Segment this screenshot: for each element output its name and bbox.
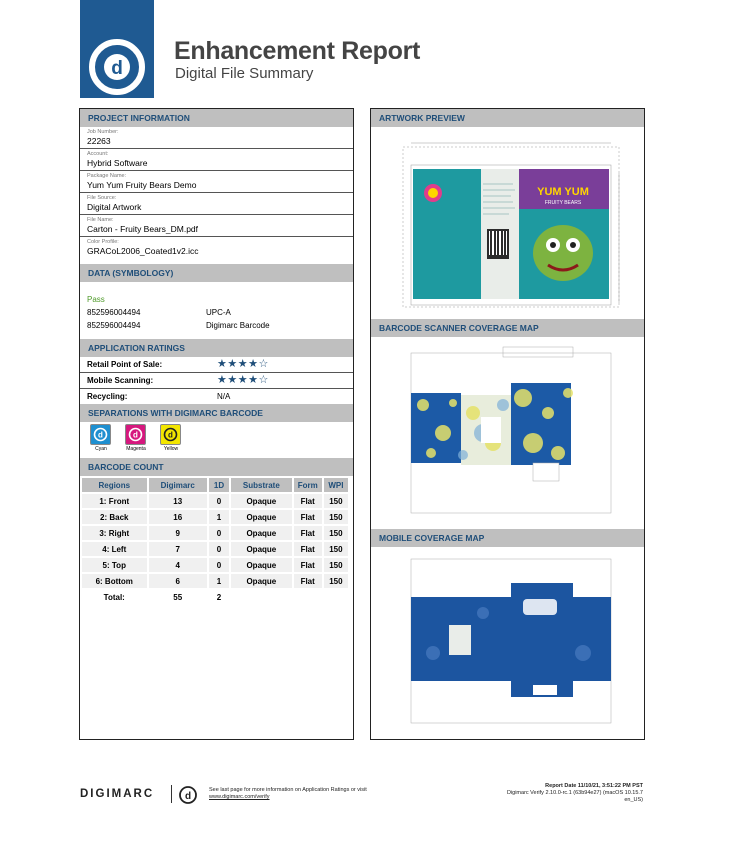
table-cell: Opaque xyxy=(231,494,291,508)
version-info-locale: en_US) xyxy=(624,797,643,803)
svg-text:d: d xyxy=(111,58,123,79)
digimarc-d-icon xyxy=(89,39,145,95)
barcode-type: UPC-A xyxy=(206,308,231,317)
table-cell: 2: Back xyxy=(82,510,147,524)
footer-note-text: See last page for more information on Application Ratings or visit xyxy=(209,787,367,793)
table-cell: Flat xyxy=(294,558,322,572)
table-cell: Flat xyxy=(294,574,322,588)
artwork-brand-text: YUM YUM xyxy=(537,186,589,198)
field-value: Digital Artwork xyxy=(87,202,142,212)
rating-label: Retail Point of Sale: xyxy=(87,360,163,369)
file-source-field xyxy=(80,193,353,215)
separation-label: Cyan xyxy=(95,446,107,452)
table-cell: Flat xyxy=(294,526,322,540)
table-cell: 3: Right xyxy=(82,526,147,540)
separation-label: Magenta xyxy=(126,446,146,452)
table-total-row xyxy=(82,590,348,604)
table-cell: 150 xyxy=(324,510,348,524)
color-profile-field xyxy=(80,237,353,259)
svg-text:d: d xyxy=(168,430,173,440)
table-cell: Total: xyxy=(82,590,147,604)
table-row xyxy=(82,494,348,508)
star-rating-icon: ★★★★☆ xyxy=(217,374,269,386)
table-cell xyxy=(324,590,348,604)
star-rating-icon: ★★★★☆ xyxy=(217,358,269,370)
table-cell xyxy=(231,590,291,604)
barcode-number: 852596004494 xyxy=(87,321,141,330)
table-cell: 150 xyxy=(324,558,348,572)
scanner-coverage-image xyxy=(383,343,631,521)
column-header: 1D xyxy=(209,478,229,492)
table-cell: 1: Front xyxy=(82,494,147,508)
barcode-type: Digimarc Barcode xyxy=(206,321,270,330)
field-label: Package Name: xyxy=(87,173,127,179)
right-panel xyxy=(370,108,645,740)
magenta-swatch-icon xyxy=(125,424,146,445)
table-cell: 6 xyxy=(149,574,207,588)
table-cell: 1 xyxy=(209,510,229,524)
pass-status: Pass xyxy=(87,295,105,304)
table-cell: 4 xyxy=(149,558,207,572)
barcode-number: 852596004494 xyxy=(87,308,141,317)
footer-note xyxy=(209,787,367,801)
column-header: Digimarc xyxy=(149,478,207,492)
table-cell xyxy=(294,590,322,604)
table-cell: 150 xyxy=(324,542,348,556)
column-header: Substrate xyxy=(231,478,291,492)
table-cell: 4: Left xyxy=(82,542,147,556)
column-header: Regions xyxy=(82,478,147,492)
job-number-field xyxy=(80,127,353,149)
table-cell: Flat xyxy=(294,510,322,524)
account-field xyxy=(80,149,353,171)
field-value: 22263 xyxy=(87,136,111,146)
table-cell: 0 xyxy=(209,558,229,572)
barcode-row xyxy=(87,308,231,317)
field-value: Carton - Fruity Bears_DM.pdf xyxy=(87,224,199,234)
table-cell: 150 xyxy=(324,526,348,540)
table-cell: Opaque xyxy=(231,574,291,588)
artwork-sub-text: FRUITY BEARS xyxy=(544,200,582,206)
project-info-heading: PROJECT INFORMATION xyxy=(80,109,353,127)
scanner-coverage-heading: BARCODE SCANNER COVERAGE MAP xyxy=(371,319,644,337)
package-name-field xyxy=(80,171,353,193)
digimarc-wordmark: DIGIMARC xyxy=(80,788,155,800)
table-header-row xyxy=(82,478,348,492)
field-value: Yum Yum Fruity Bears Demo xyxy=(87,180,197,190)
report-date: Report Date 11/10/21, 3:51:22 PM PST xyxy=(545,783,643,789)
digimarc-logo-block xyxy=(80,0,154,98)
file-name-field xyxy=(80,215,353,237)
field-label: File Name: xyxy=(87,217,114,223)
table-cell: 1 xyxy=(209,574,229,588)
separation-yellow xyxy=(160,424,182,452)
table-cell: 7 xyxy=(149,542,207,556)
table-cell: 0 xyxy=(209,494,229,508)
report-meta xyxy=(507,783,643,804)
table-cell: 0 xyxy=(209,526,229,540)
left-panel xyxy=(79,108,354,740)
barcode-row xyxy=(87,321,270,330)
symbology-heading: DATA (SYMBOLOGY) xyxy=(80,264,353,282)
rating-retail-pos xyxy=(80,357,353,373)
table-cell: 5: Top xyxy=(82,558,147,572)
rating-label: Recycling: xyxy=(87,392,128,401)
field-label: Account: xyxy=(87,151,109,157)
yellow-swatch-icon xyxy=(160,424,181,445)
svg-text:d: d xyxy=(98,430,103,440)
field-label: Color Profile: xyxy=(87,239,119,245)
app-ratings-heading: APPLICATION RATINGS xyxy=(80,339,353,357)
verify-link[interactable]: www.digimarc.com/verify xyxy=(209,794,270,800)
table-cell: 0 xyxy=(209,542,229,556)
field-value: GRACoL2006_Coated1v2.icc xyxy=(87,246,199,256)
page-title: Enhancement Report xyxy=(174,37,421,65)
table-cell: Flat xyxy=(294,542,322,556)
artwork-preview-image xyxy=(383,133,631,311)
digimarc-d-icon xyxy=(178,785,198,810)
page-subtitle: Digital File Summary xyxy=(175,65,314,82)
table-cell: 150 xyxy=(324,574,348,588)
table-cell: 2 xyxy=(209,590,229,604)
mobile-coverage-image xyxy=(383,553,631,731)
footer-divider xyxy=(171,785,172,803)
table-row xyxy=(82,542,348,556)
rating-recycling xyxy=(80,389,353,405)
column-header: WPI xyxy=(324,478,348,492)
table-cell: Opaque xyxy=(231,558,291,572)
table-cell: Opaque xyxy=(231,510,291,524)
table-cell: 16 xyxy=(149,510,207,524)
barcode-count-heading: BARCODE COUNT xyxy=(80,458,353,476)
separation-label: Yellow xyxy=(163,446,179,452)
table-row xyxy=(82,558,348,572)
column-header: Form xyxy=(294,478,322,492)
table-cell: Opaque xyxy=(231,542,291,556)
table-cell: 13 xyxy=(149,494,207,508)
table-cell: 6: Bottom xyxy=(82,574,147,588)
svg-text:d: d xyxy=(184,791,192,802)
separations-heading: SEPARATIONS WITH DIGIMARC BARCODE xyxy=(80,404,353,422)
svg-text:d: d xyxy=(133,430,138,440)
table-row xyxy=(82,526,348,540)
version-info: Digimarc Verify 2.10.0-rc.1 (63b94e27) (macOS 10.15.7 xyxy=(506,790,643,796)
separation-magenta xyxy=(125,424,147,452)
rating-label: Mobile Scanning: xyxy=(87,376,154,385)
table-cell: Opaque xyxy=(231,526,291,540)
barcode-count-table xyxy=(80,476,350,606)
mobile-coverage-heading: MOBILE COVERAGE MAP xyxy=(371,529,644,547)
table-cell: 9 xyxy=(149,526,207,540)
separation-cyan xyxy=(90,424,112,452)
table-cell: 55 xyxy=(149,590,207,604)
cyan-swatch-icon xyxy=(90,424,111,445)
table-row xyxy=(82,510,348,524)
rating-mobile-scanning xyxy=(80,373,353,389)
field-value: Hybrid Software xyxy=(87,158,148,168)
table-cell: Flat xyxy=(294,494,322,508)
field-label: Job Number: xyxy=(87,129,119,135)
rating-value: N/A xyxy=(217,392,231,401)
artwork-preview-heading: ARTWORK PREVIEW xyxy=(371,109,644,127)
table-row xyxy=(82,574,348,588)
field-label: File Source: xyxy=(87,195,117,201)
table-cell: 150 xyxy=(324,494,348,508)
